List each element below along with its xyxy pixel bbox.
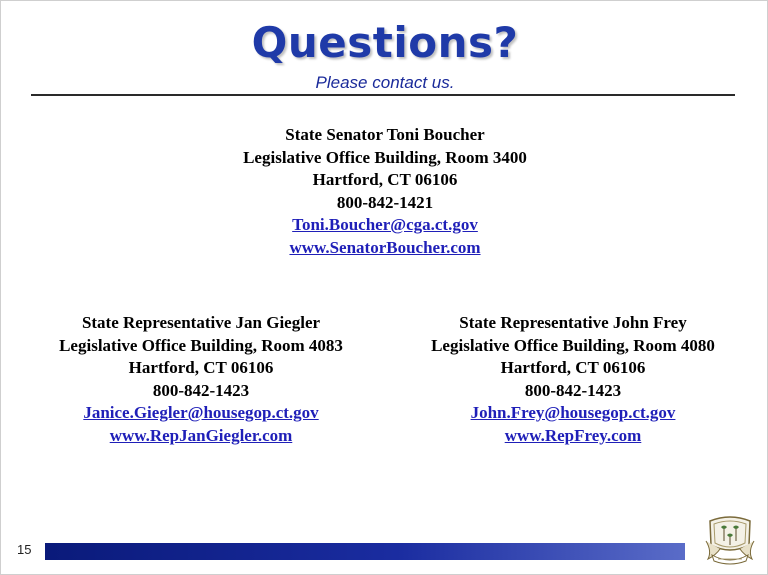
- footer-bar: [45, 543, 685, 560]
- contact-phone: 800-842-1421: [336, 192, 434, 212]
- contact-website-link[interactable]: www.RepJanGiegler.com: [109, 425, 293, 445]
- contact-name: State Senator Toni Boucher: [285, 125, 485, 144]
- page-number: 15: [17, 542, 32, 557]
- contact-name: State Representative Jan Giegler: [81, 313, 321, 332]
- contact-block-senator: [185, 124, 585, 259]
- contact-city: Hartford, CT 06106: [500, 358, 646, 377]
- contact-phone: 800-842-1423: [152, 380, 250, 400]
- contact-name: State Representative John Frey: [459, 313, 687, 332]
- contact-city: Hartford, CT 06106: [128, 358, 274, 377]
- contact-city: Hartford, CT 06106: [312, 170, 458, 189]
- contact-website-link[interactable]: www.RepFrey.com: [504, 425, 642, 445]
- title-divider: [31, 94, 735, 96]
- slide-subtitle: Please contact us.: [315, 73, 455, 92]
- contact-address: Legislative Office Building, Room 4083: [59, 335, 343, 355]
- slide-title: Questions?: [251, 18, 519, 67]
- contact-block-giegler: [1, 312, 401, 447]
- contact-address: Legislative Office Building, Room 4080: [431, 335, 715, 355]
- contact-website-link[interactable]: www.SenatorBoucher.com: [289, 237, 481, 257]
- contact-block-frey: [373, 312, 768, 447]
- contact-email-link[interactable]: Toni.Boucher@cga.ct.gov: [292, 215, 478, 234]
- contact-email-link[interactable]: Janice.Giegler@housegop.ct.gov: [83, 403, 319, 422]
- contact-address: Legislative Office Building, Room 3400: [243, 147, 527, 167]
- connecticut-state-seal-icon: [702, 511, 758, 567]
- contact-phone: 800-842-1423: [524, 380, 622, 400]
- contact-email-link[interactable]: John.Frey@housegop.ct.gov: [470, 403, 676, 422]
